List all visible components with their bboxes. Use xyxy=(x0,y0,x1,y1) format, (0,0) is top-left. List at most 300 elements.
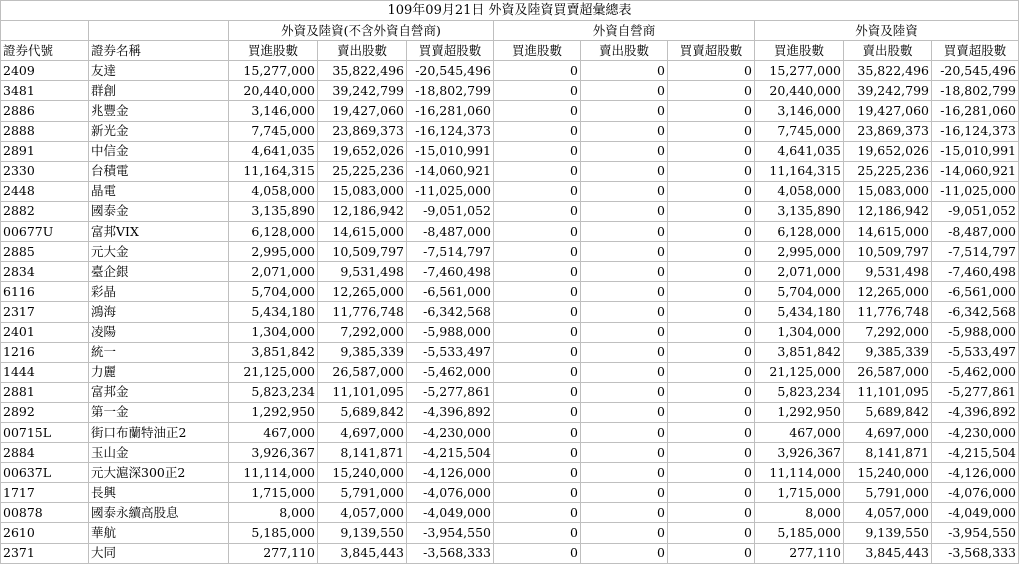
sell-shares-cell: 3,845,443 xyxy=(318,543,407,563)
total-sell-shares-cell: 35,822,496 xyxy=(844,61,932,81)
table-row xyxy=(1,61,1019,81)
column-header-row xyxy=(1,41,1019,61)
net-shares-cell: -14,060,921 xyxy=(407,161,494,181)
total-sell-shares-cell: 11,776,748 xyxy=(844,302,932,322)
stock-code-cell: 00715L xyxy=(1,422,89,442)
dealer-sell-shares-cell: 0 xyxy=(581,141,668,161)
total-buy-shares-cell: 1,304,000 xyxy=(755,322,844,342)
buy-shares-cell: 277,110 xyxy=(229,543,318,563)
dealer-sell-shares-cell: 0 xyxy=(581,382,668,402)
total-net-shares-cell: -8,487,000 xyxy=(932,222,1019,242)
total-sell-shares-cell: 39,242,799 xyxy=(844,81,932,101)
table-row xyxy=(1,222,1019,242)
table-row xyxy=(1,161,1019,181)
dealer-net-shares-cell: 0 xyxy=(668,121,755,141)
dealer-sell-shares-cell: 0 xyxy=(581,282,668,302)
dealer-net-shares-cell: 0 xyxy=(668,302,755,322)
stock-name-cell: 大同 xyxy=(89,543,229,563)
stock-name-cell: 元大金 xyxy=(89,242,229,262)
stock-code-cell: 00677U xyxy=(1,222,89,242)
buy-shares-cell: 2,995,000 xyxy=(229,242,318,262)
net-shares-cell: -9,051,052 xyxy=(407,201,494,221)
stock-code-cell: 1444 xyxy=(1,362,89,382)
total-sell-shares-cell: 19,652,026 xyxy=(844,141,932,161)
table-row xyxy=(1,81,1019,101)
sell-shares-cell: 4,057,000 xyxy=(318,503,407,523)
table-row xyxy=(1,302,1019,322)
buy-shares-cell: 21,125,000 xyxy=(229,362,318,382)
buy-shares-cell: 4,641,035 xyxy=(229,141,318,161)
total-buy-shares-cell: 4,058,000 xyxy=(755,181,844,201)
net-shares-cell: -5,462,000 xyxy=(407,362,494,382)
total-buy-shares-cell: 3,146,000 xyxy=(755,101,844,121)
group-header-foreign-excl-dealers: 外資及陸資(不含外資自營商) xyxy=(229,21,494,41)
buy-shares-cell: 3,146,000 xyxy=(229,101,318,121)
buy-shares-cell: 4,058,000 xyxy=(229,181,318,201)
sell-shares-cell: 9,139,550 xyxy=(318,523,407,543)
table-row xyxy=(1,422,1019,442)
empty-header-cell xyxy=(89,21,229,41)
dealer-buy-shares-cell: 0 xyxy=(494,382,581,402)
sell-shares-cell: 39,242,799 xyxy=(318,81,407,101)
total-net-shares-cell: -5,533,497 xyxy=(932,342,1019,362)
dealer-net-shares-cell: 0 xyxy=(668,402,755,422)
dealer-net-shares-cell: 0 xyxy=(668,463,755,483)
total-buy-shares-cell: 8,000 xyxy=(755,503,844,523)
total-net-shares-cell: -4,076,000 xyxy=(932,483,1019,503)
dealer-sell-shares-cell: 0 xyxy=(581,101,668,121)
total-net-shares-cell: -6,561,000 xyxy=(932,282,1019,302)
total-buy-shares-cell: 2,995,000 xyxy=(755,242,844,262)
buy-shares-cell: 5,704,000 xyxy=(229,282,318,302)
stock-name-cell: 富邦VIX xyxy=(89,222,229,242)
stock-name-cell: 第一金 xyxy=(89,402,229,422)
dealer-sell-shares-cell: 0 xyxy=(581,483,668,503)
total-buy-shares-cell: 20,440,000 xyxy=(755,81,844,101)
sell-shares-cell: 15,240,000 xyxy=(318,463,407,483)
sell-shares-cell: 11,101,095 xyxy=(318,382,407,402)
net-shares-cell: -4,126,000 xyxy=(407,463,494,483)
table-row xyxy=(1,121,1019,141)
total-sell-shares-cell: 8,141,871 xyxy=(844,443,932,463)
total-buy-shares-cell: 1,715,000 xyxy=(755,483,844,503)
group-header-foreign-total: 外資及陸資 xyxy=(755,21,1019,41)
total-buy-shares-cell: 21,125,000 xyxy=(755,362,844,382)
stock-name-cell: 新光金 xyxy=(89,121,229,141)
group-header-foreign-dealers: 外資自營商 xyxy=(494,21,755,41)
table-row xyxy=(1,181,1019,201)
sell-shares-cell: 25,225,236 xyxy=(318,161,407,181)
dealer-buy-shares-cell: 0 xyxy=(494,503,581,523)
total-net-shares-cell: -4,230,000 xyxy=(932,422,1019,442)
dealer-buy-shares-cell: 0 xyxy=(494,342,581,362)
sell-shares-cell: 15,083,000 xyxy=(318,181,407,201)
stock-code-cell: 2330 xyxy=(1,161,89,181)
stock-code-cell: 1216 xyxy=(1,342,89,362)
stock-name-cell: 統一 xyxy=(89,342,229,362)
stock-code-cell: 2888 xyxy=(1,121,89,141)
sell-shares-cell: 11,776,748 xyxy=(318,302,407,322)
dealer-buy-shares-cell: 0 xyxy=(494,483,581,503)
dealer-net-shares-cell: 0 xyxy=(668,362,755,382)
header-net-shares: 買賣超股數 xyxy=(932,41,1019,61)
stock-code-cell: 2891 xyxy=(1,141,89,161)
dealer-sell-shares-cell: 0 xyxy=(581,302,668,322)
dealer-net-shares-cell: 0 xyxy=(668,61,755,81)
stock-code-cell: 00878 xyxy=(1,503,89,523)
dealer-sell-shares-cell: 0 xyxy=(581,262,668,282)
buy-shares-cell: 7,745,000 xyxy=(229,121,318,141)
net-shares-cell: -4,396,892 xyxy=(407,402,494,422)
net-shares-cell: -5,988,000 xyxy=(407,322,494,342)
buy-shares-cell: 15,277,000 xyxy=(229,61,318,81)
dealer-buy-shares-cell: 0 xyxy=(494,302,581,322)
total-buy-shares-cell: 3,926,367 xyxy=(755,443,844,463)
total-sell-shares-cell: 5,791,000 xyxy=(844,483,932,503)
header-net-shares: 買賣超股數 xyxy=(407,41,494,61)
table-row xyxy=(1,382,1019,402)
dealer-buy-shares-cell: 0 xyxy=(494,422,581,442)
stock-code-cell: 2448 xyxy=(1,181,89,201)
total-net-shares-cell: -7,460,498 xyxy=(932,262,1019,282)
total-buy-shares-cell: 277,110 xyxy=(755,543,844,563)
total-net-shares-cell: -14,060,921 xyxy=(932,161,1019,181)
sell-shares-cell: 9,385,339 xyxy=(318,342,407,362)
dealer-buy-shares-cell: 0 xyxy=(494,121,581,141)
total-net-shares-cell: -9,051,052 xyxy=(932,201,1019,221)
table-row xyxy=(1,523,1019,543)
buy-shares-cell: 20,440,000 xyxy=(229,81,318,101)
dealer-buy-shares-cell: 0 xyxy=(494,463,581,483)
stock-code-cell: 2884 xyxy=(1,443,89,463)
total-sell-shares-cell: 12,265,000 xyxy=(844,282,932,302)
sell-shares-cell: 35,822,496 xyxy=(318,61,407,81)
stock-code-cell: 00637L xyxy=(1,463,89,483)
buy-shares-cell: 5,434,180 xyxy=(229,302,318,322)
stock-name-cell: 鴻海 xyxy=(89,302,229,322)
dealer-sell-shares-cell: 0 xyxy=(581,523,668,543)
stock-name-cell: 富邦金 xyxy=(89,382,229,402)
dealer-sell-shares-cell: 0 xyxy=(581,402,668,422)
table-row xyxy=(1,242,1019,262)
header-buy-shares: 買進股數 xyxy=(755,41,844,61)
stock-name-cell: 台積電 xyxy=(89,161,229,181)
dealer-buy-shares-cell: 0 xyxy=(494,262,581,282)
title-row xyxy=(1,1,1019,21)
dealer-net-shares-cell: 0 xyxy=(668,543,755,563)
dealer-net-shares-cell: 0 xyxy=(668,503,755,523)
table-row xyxy=(1,141,1019,161)
net-shares-cell: -4,230,000 xyxy=(407,422,494,442)
sell-shares-cell: 5,689,842 xyxy=(318,402,407,422)
total-buy-shares-cell: 4,641,035 xyxy=(755,141,844,161)
dealer-sell-shares-cell: 0 xyxy=(581,161,668,181)
table-row xyxy=(1,483,1019,503)
sell-shares-cell: 10,509,797 xyxy=(318,242,407,262)
stock-code-cell: 2610 xyxy=(1,523,89,543)
dealer-net-shares-cell: 0 xyxy=(668,342,755,362)
total-net-shares-cell: -4,396,892 xyxy=(932,402,1019,422)
total-net-shares-cell: -7,514,797 xyxy=(932,242,1019,262)
table-title: 109年09月21日 外資及陸資買賣超彙總表 xyxy=(1,1,1019,21)
total-buy-shares-cell: 2,071,000 xyxy=(755,262,844,282)
dealer-sell-shares-cell: 0 xyxy=(581,443,668,463)
dealer-buy-shares-cell: 0 xyxy=(494,101,581,121)
dealer-net-shares-cell: 0 xyxy=(668,101,755,121)
dealer-buy-shares-cell: 0 xyxy=(494,61,581,81)
net-shares-cell: -11,025,000 xyxy=(407,181,494,201)
net-shares-cell: -18,802,799 xyxy=(407,81,494,101)
dealer-buy-shares-cell: 0 xyxy=(494,181,581,201)
stock-name-cell: 力麗 xyxy=(89,362,229,382)
buy-shares-cell: 2,071,000 xyxy=(229,262,318,282)
net-shares-cell: -3,954,550 xyxy=(407,523,494,543)
total-sell-shares-cell: 7,292,000 xyxy=(844,322,932,342)
total-buy-shares-cell: 467,000 xyxy=(755,422,844,442)
dealer-buy-shares-cell: 0 xyxy=(494,402,581,422)
table-row xyxy=(1,503,1019,523)
dealer-sell-shares-cell: 0 xyxy=(581,422,668,442)
total-sell-shares-cell: 4,057,000 xyxy=(844,503,932,523)
stock-code-cell: 2371 xyxy=(1,543,89,563)
dealer-net-shares-cell: 0 xyxy=(668,201,755,221)
net-shares-cell: -5,533,497 xyxy=(407,342,494,362)
dealer-net-shares-cell: 0 xyxy=(668,81,755,101)
stock-name-cell: 群創 xyxy=(89,81,229,101)
empty-header-cell xyxy=(1,21,89,41)
net-shares-cell: -8,487,000 xyxy=(407,222,494,242)
total-net-shares-cell: -15,010,991 xyxy=(932,141,1019,161)
buy-shares-cell: 1,715,000 xyxy=(229,483,318,503)
dealer-buy-shares-cell: 0 xyxy=(494,523,581,543)
total-sell-shares-cell: 9,385,339 xyxy=(844,342,932,362)
stock-name-cell: 臺企銀 xyxy=(89,262,229,282)
net-shares-cell: -5,277,861 xyxy=(407,382,494,402)
total-net-shares-cell: -4,049,000 xyxy=(932,503,1019,523)
total-net-shares-cell: -16,124,373 xyxy=(932,121,1019,141)
dealer-buy-shares-cell: 0 xyxy=(494,242,581,262)
header-stock-name: 證券名稱 xyxy=(89,41,229,61)
stock-code-cell: 2885 xyxy=(1,242,89,262)
total-buy-shares-cell: 1,292,950 xyxy=(755,402,844,422)
header-stock-code: 證券代號 xyxy=(1,41,89,61)
net-shares-cell: -15,010,991 xyxy=(407,141,494,161)
total-buy-shares-cell: 5,185,000 xyxy=(755,523,844,543)
stock-name-cell: 彩晶 xyxy=(89,282,229,302)
total-sell-shares-cell: 23,869,373 xyxy=(844,121,932,141)
total-net-shares-cell: -6,342,568 xyxy=(932,302,1019,322)
total-sell-shares-cell: 15,240,000 xyxy=(844,463,932,483)
stock-name-cell: 兆豐金 xyxy=(89,101,229,121)
table-row xyxy=(1,402,1019,422)
header-buy-shares: 買進股數 xyxy=(494,41,581,61)
sell-shares-cell: 7,292,000 xyxy=(318,322,407,342)
dealer-buy-shares-cell: 0 xyxy=(494,81,581,101)
sell-shares-cell: 9,531,498 xyxy=(318,262,407,282)
stock-code-cell: 2834 xyxy=(1,262,89,282)
stock-code-cell: 2401 xyxy=(1,322,89,342)
stock-name-cell: 華航 xyxy=(89,523,229,543)
table-row xyxy=(1,443,1019,463)
total-net-shares-cell: -16,281,060 xyxy=(932,101,1019,121)
total-sell-shares-cell: 19,427,060 xyxy=(844,101,932,121)
total-sell-shares-cell: 25,225,236 xyxy=(844,161,932,181)
buy-shares-cell: 1,292,950 xyxy=(229,402,318,422)
header-sell-shares: 賣出股數 xyxy=(581,41,668,61)
dealer-net-shares-cell: 0 xyxy=(668,382,755,402)
total-buy-shares-cell: 6,128,000 xyxy=(755,222,844,242)
stock-name-cell: 國泰金 xyxy=(89,201,229,221)
sell-shares-cell: 14,615,000 xyxy=(318,222,407,242)
dealer-net-shares-cell: 0 xyxy=(668,181,755,201)
net-shares-cell: -6,342,568 xyxy=(407,302,494,322)
total-net-shares-cell: -5,988,000 xyxy=(932,322,1019,342)
net-shares-cell: -4,215,504 xyxy=(407,443,494,463)
total-sell-shares-cell: 14,615,000 xyxy=(844,222,932,242)
table-body xyxy=(1,1,1019,564)
dealer-sell-shares-cell: 0 xyxy=(581,362,668,382)
net-shares-cell: -20,545,496 xyxy=(407,61,494,81)
total-sell-shares-cell: 9,531,498 xyxy=(844,262,932,282)
header-sell-shares: 賣出股數 xyxy=(844,41,932,61)
dealer-net-shares-cell: 0 xyxy=(668,262,755,282)
table-row xyxy=(1,543,1019,563)
total-buy-shares-cell: 11,114,000 xyxy=(755,463,844,483)
dealer-buy-shares-cell: 0 xyxy=(494,222,581,242)
stock-name-cell: 街口布蘭特油正2 xyxy=(89,422,229,442)
table-row xyxy=(1,282,1019,302)
stock-code-cell: 1717 xyxy=(1,483,89,503)
buy-shares-cell: 8,000 xyxy=(229,503,318,523)
dealer-net-shares-cell: 0 xyxy=(668,483,755,503)
group-header-row xyxy=(1,21,1019,41)
net-shares-cell: -7,514,797 xyxy=(407,242,494,262)
table-row xyxy=(1,101,1019,121)
total-net-shares-cell: -5,277,861 xyxy=(932,382,1019,402)
total-sell-shares-cell: 12,186,942 xyxy=(844,201,932,221)
header-sell-shares: 賣出股數 xyxy=(318,41,407,61)
buy-shares-cell: 5,823,234 xyxy=(229,382,318,402)
dealer-buy-shares-cell: 0 xyxy=(494,443,581,463)
dealer-buy-shares-cell: 0 xyxy=(494,543,581,563)
total-buy-shares-cell: 15,277,000 xyxy=(755,61,844,81)
buy-shares-cell: 3,135,890 xyxy=(229,201,318,221)
sell-shares-cell: 12,265,000 xyxy=(318,282,407,302)
total-net-shares-cell: -3,954,550 xyxy=(932,523,1019,543)
dealer-net-shares-cell: 0 xyxy=(668,282,755,302)
buy-shares-cell: 3,926,367 xyxy=(229,443,318,463)
dealer-buy-shares-cell: 0 xyxy=(494,282,581,302)
stock-name-cell: 元大滬深300正2 xyxy=(89,463,229,483)
net-shares-cell: -7,460,498 xyxy=(407,262,494,282)
dealer-net-shares-cell: 0 xyxy=(668,322,755,342)
dealer-net-shares-cell: 0 xyxy=(668,141,755,161)
table-row xyxy=(1,201,1019,221)
dealer-net-shares-cell: 0 xyxy=(668,422,755,442)
dealer-buy-shares-cell: 0 xyxy=(494,201,581,221)
header-net-shares: 買賣超股數 xyxy=(668,41,755,61)
total-sell-shares-cell: 10,509,797 xyxy=(844,242,932,262)
stock-code-cell: 2882 xyxy=(1,201,89,221)
buy-shares-cell: 467,000 xyxy=(229,422,318,442)
total-sell-shares-cell: 9,139,550 xyxy=(844,523,932,543)
stock-name-cell: 凌陽 xyxy=(89,322,229,342)
stock-code-cell: 2892 xyxy=(1,402,89,422)
total-buy-shares-cell: 3,135,890 xyxy=(755,201,844,221)
stock-name-cell: 晶電 xyxy=(89,181,229,201)
stock-name-cell: 長興 xyxy=(89,483,229,503)
buy-shares-cell: 5,185,000 xyxy=(229,523,318,543)
total-buy-shares-cell: 3,851,842 xyxy=(755,342,844,362)
dealer-sell-shares-cell: 0 xyxy=(581,222,668,242)
buy-shares-cell: 1,304,000 xyxy=(229,322,318,342)
net-shares-cell: -4,076,000 xyxy=(407,483,494,503)
dealer-sell-shares-cell: 0 xyxy=(581,201,668,221)
net-shares-cell: -16,281,060 xyxy=(407,101,494,121)
sell-shares-cell: 19,652,026 xyxy=(318,141,407,161)
total-sell-shares-cell: 15,083,000 xyxy=(844,181,932,201)
dealer-sell-shares-cell: 0 xyxy=(581,181,668,201)
total-net-shares-cell: -5,462,000 xyxy=(932,362,1019,382)
total-sell-shares-cell: 26,587,000 xyxy=(844,362,932,382)
total-net-shares-cell: -4,126,000 xyxy=(932,463,1019,483)
total-sell-shares-cell: 3,845,443 xyxy=(844,543,932,563)
total-net-shares-cell: -4,215,504 xyxy=(932,443,1019,463)
dealer-sell-shares-cell: 0 xyxy=(581,543,668,563)
total-sell-shares-cell: 4,697,000 xyxy=(844,422,932,442)
dealer-sell-shares-cell: 0 xyxy=(581,81,668,101)
dealer-buy-shares-cell: 0 xyxy=(494,322,581,342)
table-row xyxy=(1,322,1019,342)
stock-code-cell: 2409 xyxy=(1,61,89,81)
table-row xyxy=(1,463,1019,483)
dealer-net-shares-cell: 0 xyxy=(668,523,755,543)
dealer-buy-shares-cell: 0 xyxy=(494,141,581,161)
total-sell-shares-cell: 11,101,095 xyxy=(844,382,932,402)
header-buy-shares: 買進股數 xyxy=(229,41,318,61)
total-buy-shares-cell: 7,745,000 xyxy=(755,121,844,141)
net-shares-cell: -6,561,000 xyxy=(407,282,494,302)
buy-shares-cell: 11,164,315 xyxy=(229,161,318,181)
dealer-buy-shares-cell: 0 xyxy=(494,362,581,382)
dealer-sell-shares-cell: 0 xyxy=(581,121,668,141)
sell-shares-cell: 4,697,000 xyxy=(318,422,407,442)
dealer-sell-shares-cell: 0 xyxy=(581,242,668,262)
table-row xyxy=(1,362,1019,382)
sell-shares-cell: 26,587,000 xyxy=(318,362,407,382)
table-row xyxy=(1,342,1019,362)
total-buy-shares-cell: 5,823,234 xyxy=(755,382,844,402)
sell-shares-cell: 5,791,000 xyxy=(318,483,407,503)
dealer-sell-shares-cell: 0 xyxy=(581,463,668,483)
dealer-sell-shares-cell: 0 xyxy=(581,342,668,362)
buy-shares-cell: 11,114,000 xyxy=(229,463,318,483)
total-buy-shares-cell: 11,164,315 xyxy=(755,161,844,181)
buy-shares-cell: 6,128,000 xyxy=(229,222,318,242)
total-net-shares-cell: -18,802,799 xyxy=(932,81,1019,101)
sell-shares-cell: 8,141,871 xyxy=(318,443,407,463)
dealer-sell-shares-cell: 0 xyxy=(581,503,668,523)
stock-name-cell: 玉山金 xyxy=(89,443,229,463)
stock-code-cell: 2881 xyxy=(1,382,89,402)
stock-name-cell: 友達 xyxy=(89,61,229,81)
net-shares-cell: -3,568,333 xyxy=(407,543,494,563)
dealer-sell-shares-cell: 0 xyxy=(581,61,668,81)
stock-code-cell: 3481 xyxy=(1,81,89,101)
sell-shares-cell: 12,186,942 xyxy=(318,201,407,221)
dealer-sell-shares-cell: 0 xyxy=(581,322,668,342)
stock-code-cell: 2886 xyxy=(1,101,89,121)
